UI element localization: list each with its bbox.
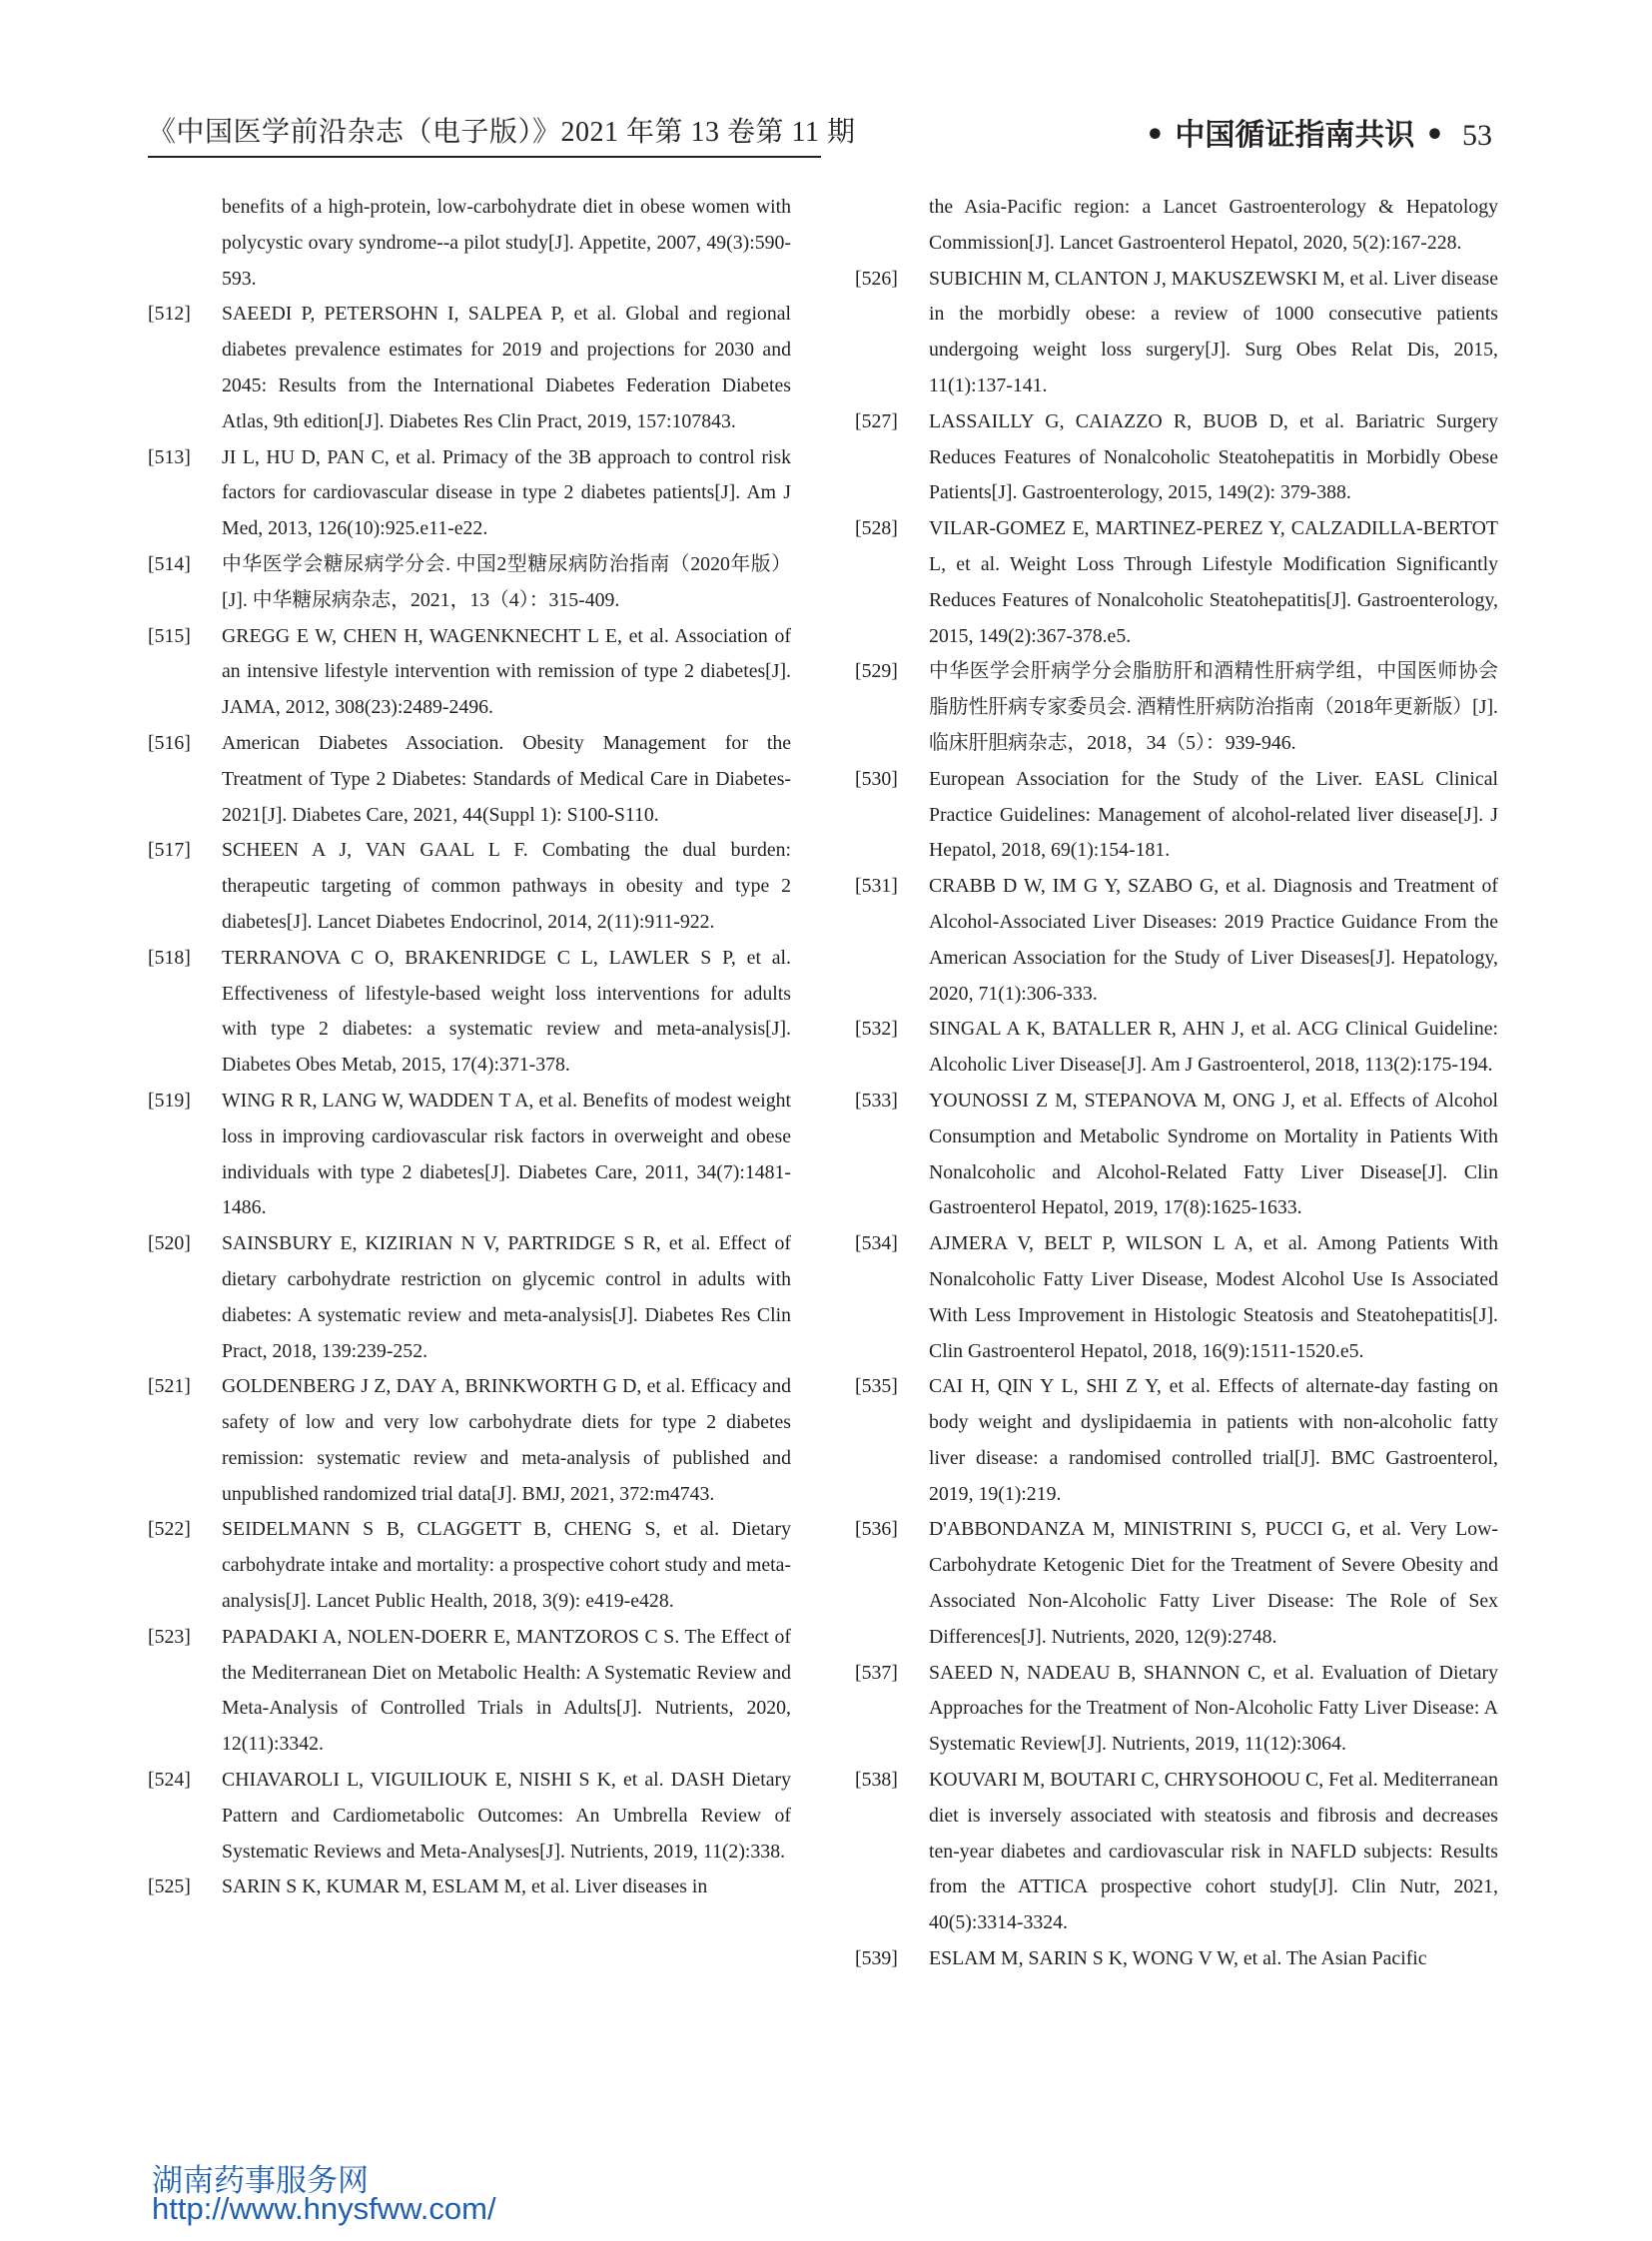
reference-text: PAPADAKI A, NOLEN-DOERR E, MANTZOROS C S. The Effect of the Mediterranean Diet on Metabolic Health: A Systematic Review and Meta-Analysis of Controlled Trials in Adults[J]. Nutrients, 2020, 12(11):3342. [222,1625,791,1756]
reference-text: CHIAVAROLI L, VIGUILIOUK E, NISHI S K, et al. DASH Dietary Pattern and Cardiometabolic Outcomes: An Umbrella Review of Systematic Reviews and Meta-Analyses[J]. Nutrients, 2019, 11(2):338. [222,1769,791,1863]
watermark-site-name: 湖南药事服务网 [152,2163,369,2199]
reference-entry [855,1084,1498,1226]
reference-text: LASSAILLY G, CAIAZZO R, BUOB D, et al. Bariatric Surgery Reduces Features of Nonalcoholic Steatohepatitis in Morbidly Obese Patients[J]. Gastroenterology, 2015, 149(2): 379-388. [929,409,1498,504]
reference-entry [148,1226,791,1369]
header-rule [148,156,821,158]
reference-entry [148,1369,791,1512]
reference-text: SAEEDI P, PETERSOHN I, SALPEA P, et al. Global and regional diabetes prevalence estimates for 2019 and projections for 2030 and 2045: Results from the International Diabetes Federation Diabetes Atlas, 9th edition[J]. Diabetes Res Clin Pract, 2019, 157:107843. [222,303,791,432]
reference-entry [855,1656,1498,1763]
reference-number: [533] [855,1089,898,1112]
reference-number: [528] [855,517,898,540]
reference-entry [855,404,1498,511]
reference-entry [148,833,791,940]
reference-text: SARIN S K, KUMAR M, ESLAM M, et al. Liver diseases in [222,1875,708,1898]
reference-number: [518] [148,946,191,969]
reference-number: [519] [148,1089,191,1112]
reference-column-right [855,190,1498,1977]
reference-entry [855,762,1498,869]
reference-text: SAEED N, NADEAU B, SHANNON C, et al. Evaluation of Dietary Approaches for the Treatment of Non-Alcoholic Fatty Liver Disease: A Systematic Review[J]. Nutrients, 2019, 11(12):3064. [929,1661,1498,1756]
reference-entry [855,1512,1498,1655]
reference-number: [514] [148,552,191,575]
reference-entry [148,726,791,833]
page-number: 53 [1462,119,1492,152]
reference-entry [148,1620,791,1763]
reference-entry [148,440,791,547]
reference-entry [148,1512,791,1619]
reference-number: [532] [855,1018,898,1041]
reference-number: [530] [855,767,898,790]
reference-text: WING R R, LANG W, WADDEN T A, et al. Benefits of modest weight loss in improving cardiovascular risk factors in overweight and obese individuals with type 2 diabetes[J]. Diabetes Care, 2011, 34(7):1481-1486. [222,1089,791,1219]
reference-entry [855,1369,1498,1512]
reference-column-left [148,190,791,1905]
reference-entry [855,1012,1498,1084]
reference-text: ESLAM M, SARIN S K, WONG V W, et al. The Asian Pacific [929,1947,1427,1970]
reference-number: [515] [148,624,191,647]
reference-number: [524] [148,1769,191,1792]
reference-entry [148,619,791,726]
reference-text: TERRANOVA C O, BRAKENRIDGE C L, LAWLER S P, et al. Effectiveness of lifestyle-based weight loss interventions for adults with type 2 diabetes: a systematic review and meta-analysis[J]. Diabetes Obes Metab, 2015, 17(4):371-378. [222,946,791,1077]
reference-text: SCHEEN A J, VAN GAAL L F. Combating the dual burden: therapeutic targeting of common pathways in obesity and type 2 diabetes[J]. Lancet Diabetes Endocrinol, 2014, 2(11):911-922. [222,839,791,933]
reference-number: [539] [855,1947,898,1970]
reference-number: [531] [855,875,898,898]
reference-text: AJMERA V, BELT P, WILSON L A, et al. Among Patients With Nonalcoholic Fatty Liver Disease, Modest Alcohol Use Is Associated With Less Improvement in Histologic Steatosis and Steatohepatitis[J]. Clin Gastroenterol Hepatol, 2018, 16(9):1511-1520.e5. [929,1232,1498,1362]
reference-text: SUBICHIN M, CLANTON J, MAKUSZEWSKI M, et al. Liver disease in the morbidly obese: a review of 1000 consecutive patients undergoing weight loss surgery[J]. Surg Obes Relat Dis, 2015, 11(1):137-141. [929,267,1498,396]
reference-entry [855,869,1498,1012]
reference-entry [855,190,1498,262]
reference-text: VILAR-GOMEZ E, MARTINEZ-PEREZ Y, CALZADILLA-BERTOT L, et al. Weight Loss Through Lifestyle Modification Significantly Reduces Features of Nonalcoholic Steatohepatitis[J]. Gastroenterology, 2015, 149(2):367-378.e5. [929,517,1498,647]
section-header [1146,110,1492,154]
reference-number: [535] [855,1375,898,1398]
reference-number: [513] [148,445,191,468]
reference-entry [148,941,791,1084]
reference-text: benefits of a high-protein, low-carbohydrate diet in obese women with polycystic ovary syndrome--a pilot study[J]. Appetite, 2007, 49(3):590-593. [222,196,791,290]
reference-entry [855,262,1498,404]
reference-number: [529] [855,660,898,683]
reference-number: [520] [148,1232,191,1255]
reference-number: [537] [855,1661,898,1684]
reference-number: [521] [148,1375,191,1398]
reference-text: American Diabetes Association. Obesity Management for the Treatment of Type 2 Diabetes: Standards of Medical Care in Diabetes-2021[J]. Diabetes Care, 2021, 44(Suppl 1): S100-S110. [222,731,791,826]
reference-entry [855,1941,1498,1977]
reference-text: GOLDENBERG J Z, DAY A, BRINKWORTH G D, et al. Efficacy and safety of low and very low carbohydrate diets for type 2 diabetes remission: systematic review and meta-analysis of published and unpublished randomized trial data[J]. BMJ, 2021, 372:m4743. [222,1375,791,1505]
reference-entry [855,1226,1498,1369]
reference-text: KOUVARI M, BOUTARI C, CHRYSOHOOU C, Fet al. Mediterranean diet is inversely associated with steatosis and fibrosis and decreases ten-year diabetes and cardiovascular risk in NAFLD subjects: Results from the ATTICA prospective cohort study[J]. Clin Nutr, 2021, 40(5):3314-3324. [929,1769,1498,1934]
reference-text: YOUNOSSI Z M, STEPANOVA M, ONG J, et al. Effects of Alcohol Consumption and Metabolic Syndrome on Mortality in Patients With Nonalcoholic and Alcohol-Related Fatty Liver Disease[J]. Clin Gastroenterol Hepatol, 2019, 17(8):1625-1633. [929,1089,1498,1219]
reference-number: [534] [855,1232,898,1255]
reference-text: European Association for the Study of the Liver. EASL Clinical Practice Guidelines: Management of alcohol-related liver disease[J]. J Hepatol, 2018, 69(1):154-181. [929,767,1498,862]
reference-text: SINGAL A K, BATALLER R, AHN J, et al. ACG Clinical Guideline: Alcoholic Liver Disease[J]. Am J Gastroenterol, 2018, 113(2):175-194. [929,1018,1498,1077]
watermark-url: http://www.hnysfww.com/ [152,2191,496,2226]
reference-entry [148,1869,791,1905]
reference-entry [855,1763,1498,1941]
reference-number: [525] [148,1875,191,1898]
reference-text: CAI H, QIN Y L, SHI Z Y, et al. Effects of alternate-day fasting on body weight and dyslipidaemia in patients with non-alcoholic fatty liver disease: a randomised controlled trial[J]. BMC Gastroenterol, 2019, 19(1):219. [929,1375,1498,1505]
reference-number: [523] [148,1625,191,1648]
journal-header: 《中国医学前沿杂志（电子版）》2021 年第 13 卷第 11 期 [148,117,856,148]
reference-number: [512] [148,303,191,326]
section-title: • 中国循证指南共识 • [1145,118,1444,153]
reference-number: [536] [855,1518,898,1541]
reference-text: SAINSBURY E, KIZIRIAN N V, PARTRIDGE S R, et al. Effect of dietary carbohydrate restriction on glycemic control in adults with diabetes: A systematic review and meta-analysis[J]. Diabetes Res Clin Pract, 2018, 139:239-252. [222,1232,791,1362]
reference-text: 中华医学会糖尿病学分会. 中国2型糖尿病防治指南（2020年版）[J]. 中华糖尿病杂志，2021，13（4）：315-409. [222,552,791,611]
reference-number: [527] [855,409,898,432]
reference-text: the Asia-Pacific region: a Lancet Gastroenterology & Hepatology Commission[J]. Lancet Gastroenterol Hepatol, 2020, 5(2):167-228. [929,196,1498,254]
reference-entry [148,190,791,297]
reference-text: JI L, HU D, PAN C, et al. Primacy of the 3B approach to control risk factors for cardiovascular disease in type 2 diabetes patients[J]. Am J Med, 2013, 126(10):925.e11-e22. [222,445,791,540]
reference-entry [148,1763,791,1869]
reference-entry [855,511,1498,654]
reference-entry [148,1084,791,1226]
reference-number: [538] [855,1769,898,1792]
reference-entry [855,654,1498,761]
reference-text: GREGG E W, CHEN H, WAGENKNECHT L E, et al. Association of an intensive lifestyle intervention with remission of type 2 diabetes[J]. JAMA, 2012, 308(23):2489-2496. [222,624,791,719]
reference-number: [522] [148,1518,191,1541]
reference-text: D'ABBONDANZA M, MINISTRINI S, PUCCI G, et al. Very Low-Carbohydrate Ketogenic Diet for the Treatment of Severe Obesity and Associated Non-Alcoholic Fatty Liver Disease: The Role of Sex Differences[J]. Nutrients, 2020, 12(9):2748. [929,1518,1498,1648]
reference-number: [516] [148,731,191,754]
reference-entry [148,297,791,439]
reference-entry [148,547,791,619]
reference-number: [517] [148,839,191,862]
reference-number: [526] [855,267,898,290]
reference-text: CRABB D W, IM G Y, SZABO G, et al. Diagnosis and Treatment of Alcohol-Associated Liver Diseases: 2019 Practice Guidance From the American Association for the Study of Liver Diseases[J]. Hepatology, 2020, 71(1):306-333. [929,875,1498,1005]
reference-text: 中华医学会肝病学分会脂肪肝和酒精性肝病学组，中国医师协会脂肪性肝病专家委员会. 酒精性肝病防治指南（2018年更新版）[J]. 临床肝胆病杂志，2018，34（5）：939-946. [929,660,1498,754]
reference-text: SEIDELMANN S B, CLAGGETT B, CHENG S, et al. Dietary carbohydrate intake and mortality: a prospective cohort study and meta-analysis[J]. Lancet Public Health, 2018, 3(9): e419-e428. [222,1518,791,1613]
